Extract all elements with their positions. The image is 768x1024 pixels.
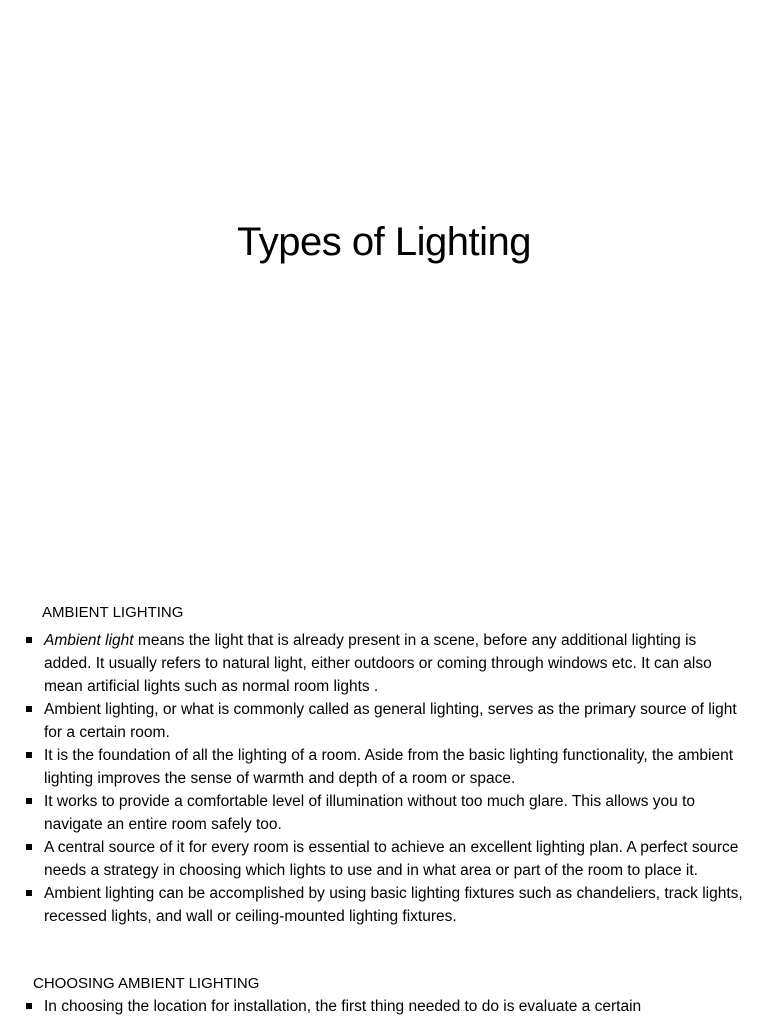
list-item bbox=[0, 882, 744, 928]
page-title: Types of Lighting bbox=[237, 220, 531, 264]
list-item bbox=[0, 744, 744, 790]
square-bullet-icon bbox=[26, 890, 32, 896]
list-item bbox=[0, 629, 744, 698]
list-item bbox=[0, 790, 744, 836]
bullet-text: Ambient lighting, or what is commonly called as general lighting, serves as the primary source of light for a certain room. bbox=[44, 701, 737, 741]
section-heading-choosing-ambient-lighting: CHOOSING AMBIENT LIGHTING bbox=[33, 975, 260, 992]
bullet-text: It works to provide a comfortable level of illumination without too much glare. This allows you to navigate an entire room safely too. bbox=[44, 793, 696, 833]
bullet-text: In choosing the location for installation, the first thing needed to do is evaluate a certain bbox=[44, 998, 642, 1015]
ambient-lighting-bullet-list bbox=[0, 629, 744, 928]
square-bullet-icon bbox=[26, 844, 32, 850]
list-item bbox=[0, 995, 744, 1018]
square-bullet-icon bbox=[26, 706, 32, 712]
bullet-text: means the light that is already present in a scene, before any additional lighting is added. It usually refers to natural light, either outdoors or coming through windows etc. It can also mean artificial lights such as normal room lights . bbox=[44, 632, 712, 695]
square-bullet-icon bbox=[26, 637, 32, 643]
square-bullet-icon bbox=[26, 798, 32, 804]
list-item bbox=[0, 836, 744, 882]
bullet-text: Ambient lighting can be accomplished by using basic lighting fixtures such as chandeliers, track lights, recessed lights, and wall or ceiling-mounted lighting fixtures. bbox=[44, 885, 743, 925]
bullet-text: It is the foundation of all the lighting of a room. Aside from the basic lighting functionality, the ambient lighting improves the sense of warmth and depth of a room or space. bbox=[44, 747, 734, 787]
list-item bbox=[0, 698, 744, 744]
emphasis-text: Ambient light bbox=[44, 632, 134, 649]
bullet-text: A central source of it for every room is essential to achieve an excellent lighting plan. A perfect source needs a strategy in choosing which lights to use and in what area or part of the room to place it. bbox=[44, 839, 739, 879]
choosing-ambient-lighting-bullet-list bbox=[0, 995, 744, 1018]
square-bullet-icon bbox=[26, 1003, 32, 1009]
section-heading-ambient-lighting: AMBIENT LIGHTING bbox=[42, 604, 184, 621]
square-bullet-icon bbox=[26, 752, 32, 758]
